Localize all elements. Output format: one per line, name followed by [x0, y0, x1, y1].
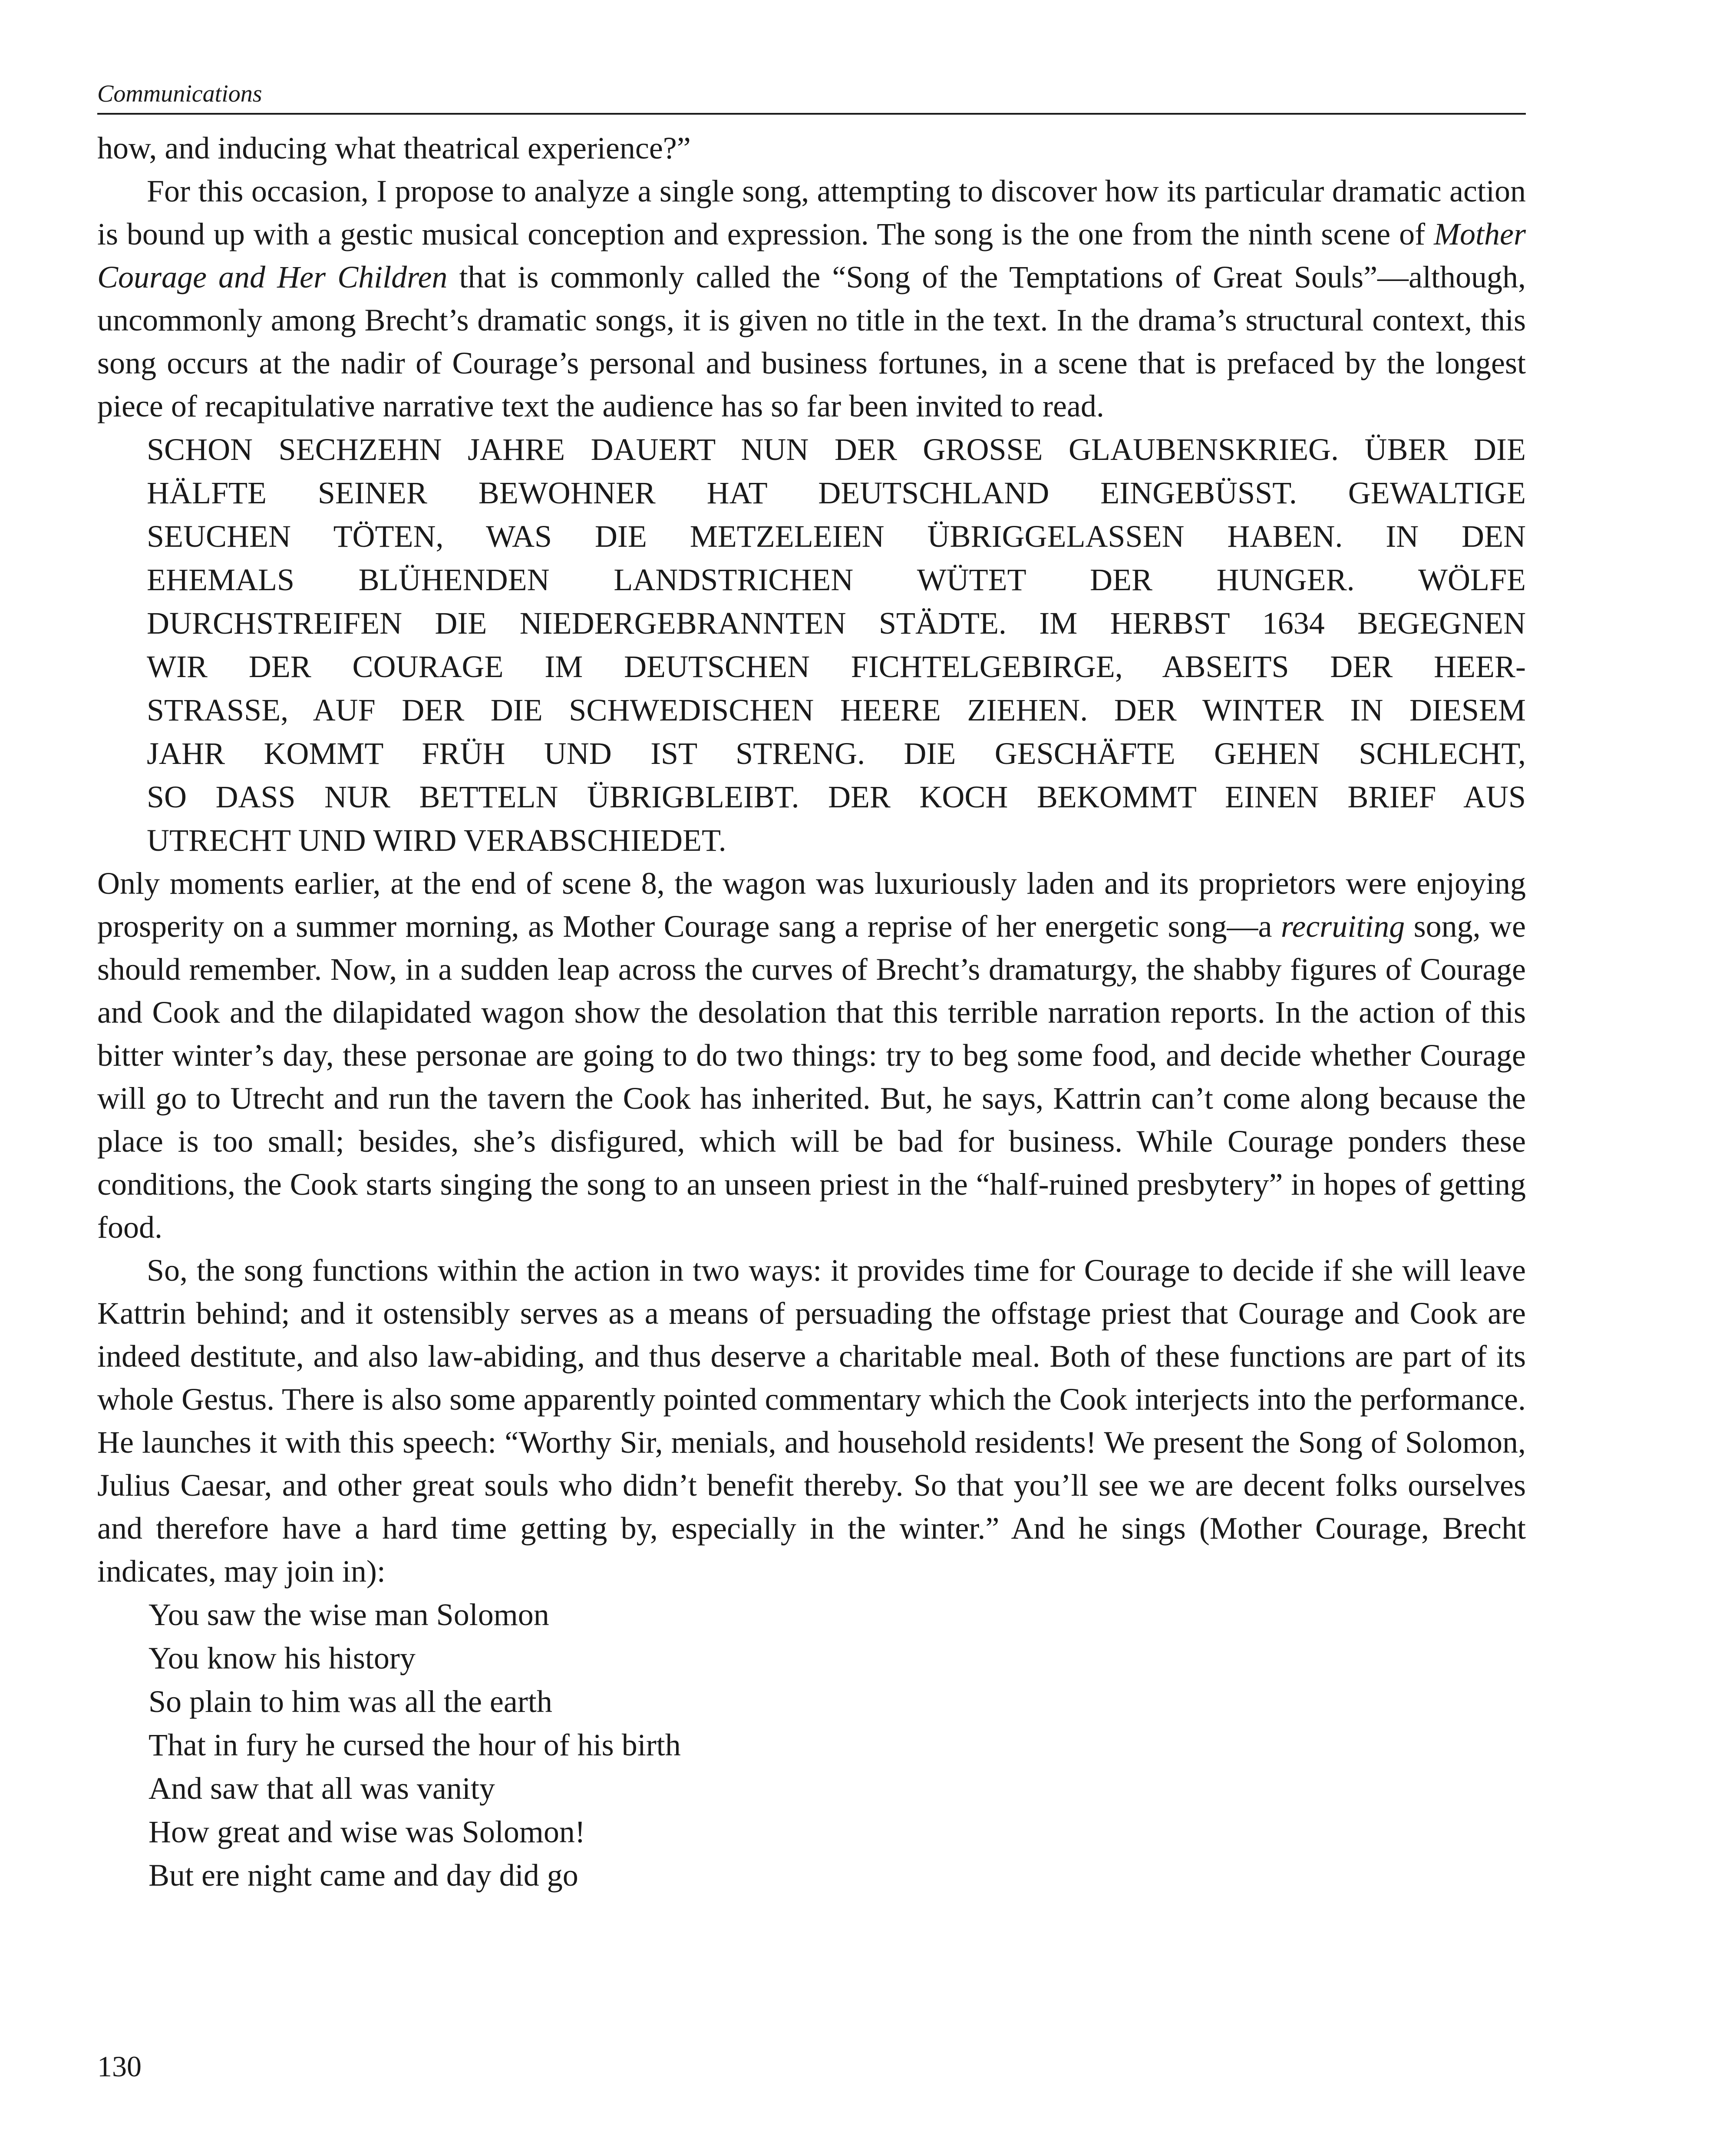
- play-title: Mother Courage and Her Children: [97, 217, 1526, 294]
- verse-line: And saw that all was vanity: [149, 1771, 495, 1806]
- quote-line: UTRECHT UND WIRD VERABSCHIEDET.: [147, 823, 726, 858]
- narrative-block-quote: [147, 428, 1526, 862]
- quote-line: SCHON SECHZEHN JAHRE DAUERT NUN DER GROSSE GLAUBENSKRIEG. ÜBER DIE: [147, 432, 1526, 467]
- page-number: 130: [97, 2050, 142, 2083]
- paragraph-text: song, we should remember. Now, in a sudden leap across the curves of Brecht’s dramaturgy, the shabby figures of Courage and Cook and the dilapidated wagon show the desolation that this terrible narration reports. In the action of this bitter winter’s day, these personae are going to do two things: try to beg some food, and decide whether Courage will go to Utrecht and run the tavern the Cook has inherited. But, he says, Kattrin can’t come along because the place is too small; besides, she’s disfigured, which will be bad for business. While Courage ponders these conditions, the Cook starts singing the song to an unseen priest in the “half-ruined presbytery” in hopes of getting food.: [97, 909, 1526, 1245]
- paragraph-continuation: how, and inducing what theatrical experience?”: [97, 131, 691, 165]
- song-verse: [149, 1593, 1526, 1897]
- quote-line: STRASSE, AUF DER DIE SCHWEDISCHEN HEERE ZIEHEN. DER WINTER IN DIESEM: [147, 693, 1526, 727]
- paragraph-text: that is commonly called the “Song of the Temptations of Great Souls”—although, uncommonly among Brecht’s dramatic songs, it is given no title in the text. In the drama’s structural context, this song occurs at the nadir of Courage’s personal and business fortunes, in a scene that is prefaced by the longest piece of recapitulative narrative text the audience has so far been invited to read.: [97, 260, 1526, 423]
- paragraph-song-functions: So, the song functions within the action in two ways: it provides time for Courage to decide if she will leave Kattrin behind; and it ostensibly serves as a means of persuading the offstage priest that Courage and Cook are indeed destitute, and also law-abiding, and thus deserve a charitable meal. Both of these functions are part of its whole Gestus. There is also some apparently pointed commentary which the Cook interjects into the performance. He launches it with this speech: “Worthy Sir, menials, and household residents! We present the Song of Solomon, Julius Caesar, and other great souls who didn’t benefit thereby. So that you’ll see we are decent folks ourselves and therefore have a hard time getting by, especially in the winter.” And he sings (Mother Courage, Brecht indicates, may join in):: [97, 1253, 1526, 1589]
- verse-line: So plain to him was all the earth: [149, 1684, 552, 1719]
- quote-line: SEUCHEN TÖTEN, WAS DIE METZELEIEN ÜBRIGGELASSEN HABEN. IN DEN: [147, 519, 1526, 554]
- quote-line: JAHR KOMMT FRÜH UND IST STRENG. DIE GESCHÄFTE GEHEN SCHLECHT,: [147, 736, 1526, 771]
- paragraph-scene-context: [97, 862, 1526, 1249]
- verse-line: That in fury he cursed the hour of his birth: [149, 1728, 681, 1762]
- quote-line: SO DASS NUR BETTELN ÜBRIGBLEIBT. DER KOCH BEKOMMT EINEN BRIEF AUS: [147, 780, 1526, 814]
- article-body: [97, 127, 1526, 428]
- quote-line: WIR DER COURAGE IM DEUTSCHEN FICHTELGEBIRGE, ABSEITS DER HEER-: [147, 649, 1526, 684]
- paragraph-text: For this occasion, I propose to analyze a single song, attempting to discover how its particular dramatic action is bound up with a gestic musical conception and expression. The song is the one from the ninth scene of: [97, 174, 1526, 251]
- emphasis-word: recruiting: [1281, 909, 1405, 944]
- article-body-continued: [97, 862, 1526, 1593]
- paragraph-text: Only moments earlier, at the end of scene 8, the wagon was luxuriously laden and its proprietors were enjoying prosperity on a summer morning, as Mother Courage sang a reprise of her energetic song—a: [97, 866, 1526, 944]
- page-content: [97, 81, 1526, 1897]
- verse-line: How great and wise was Solomon!: [149, 1814, 585, 1849]
- quote-line: HÄLFTE SEINER BEWOHNER HAT DEUTSCHLAND EINGEBÜSST. GEWALTIGE: [147, 476, 1526, 510]
- verse-line: You know his history: [149, 1641, 416, 1675]
- paragraph-song-analysis: [97, 170, 1526, 428]
- verse-line: You saw the wise man Solomon: [149, 1597, 549, 1632]
- quote-line: EHEMALS BLÜHENDEN LANDSTRICHEN WÜTET DER HUNGER. WÖLFE: [147, 562, 1526, 597]
- verse-line: But ere night came and day did go: [149, 1858, 578, 1893]
- quote-line: DURCHSTREIFEN DIE NIEDERGEBRANNTEN STÄDTE. IM HERBST 1634 BEGEGNEN: [147, 606, 1526, 641]
- running-head: Communications: [97, 81, 1526, 115]
